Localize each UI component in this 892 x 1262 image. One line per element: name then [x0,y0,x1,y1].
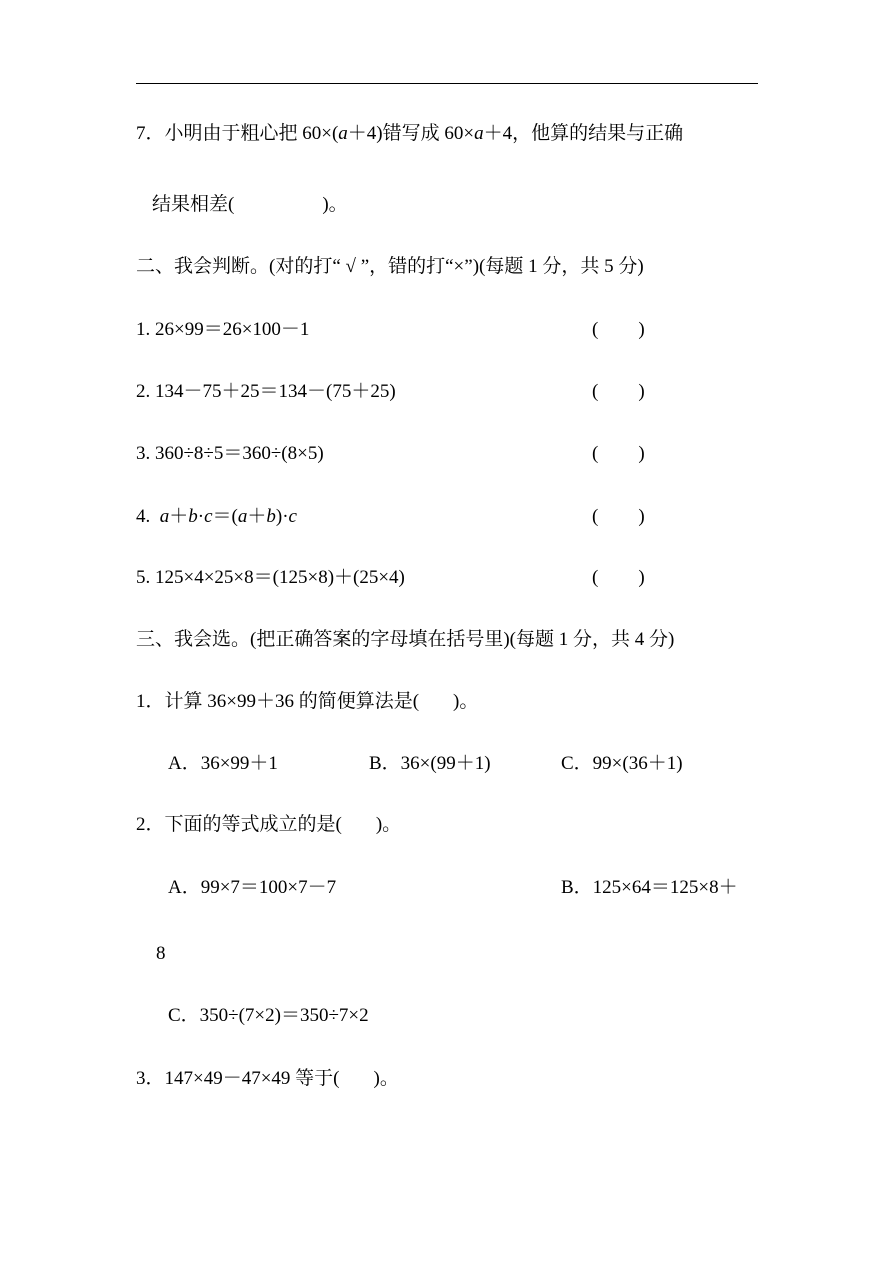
judge-answer-2[interactable]: ( ) [592,381,645,402]
judge-item-1: 1. 26×99＝26×100－1 [136,319,310,340]
choice-q2-option-a[interactable]: A．99×7＝100×7－7 [168,877,337,898]
choice-q1-stem: 1．计算 36×99＋36 的简便算法是( )。 [136,691,479,712]
choice-q1-option-b[interactable]: B．36×(99＋1) [369,753,491,774]
judge-answer-4[interactable]: ( ) [592,506,645,527]
choice-q2-stem: 2．下面的等式成立的是( )。 [136,814,402,835]
section2-heading: 二、我会判断。(对的打“ √ ”，错的打“×”)(每题 1 分，共 5 分) [136,256,644,277]
section3-heading: 三、我会选。(把正确答案的字母填在括号里)(每题 1 分，共 4 分) [136,629,675,650]
choice-q1-option-c[interactable]: C．99×(36＋1) [561,753,683,774]
choice-q1-option-a[interactable]: A．36×99＋1 [168,753,278,774]
judge-item-5: 5. 125×4×25×8＝(125×8)＋(25×4) [136,567,405,588]
judge-item-3: 3. 360÷8÷5＝360÷(8×5) [136,443,324,464]
judge-item-4: 4. a＋b·c＝(a＋b)·c [136,506,297,527]
choice-q2-option-b-wrap: 8 [156,943,166,964]
judge-answer-5[interactable]: ( ) [592,567,645,588]
q7-line1: 7．小明由于粗心把 60×(a＋4)错写成 60×a＋4，他算的结果与正确 [136,123,684,144]
choice-q2-option-b[interactable]: B．125×64＝125×8＋ [561,877,738,898]
judge-answer-1[interactable]: ( ) [592,319,645,340]
top-rule [136,83,758,84]
judge-answer-3[interactable]: ( ) [592,443,645,464]
choice-q2-option-c[interactable]: C．350÷(7×2)＝350÷7×2 [168,1005,369,1026]
choice-q3-stem: 3．147×49－47×49 等于( )。 [136,1068,399,1089]
judge-item-2: 2. 134－75＋25＝134－(75＋25) [136,381,396,402]
q7-line2: 结果相差( )。 [152,194,348,215]
